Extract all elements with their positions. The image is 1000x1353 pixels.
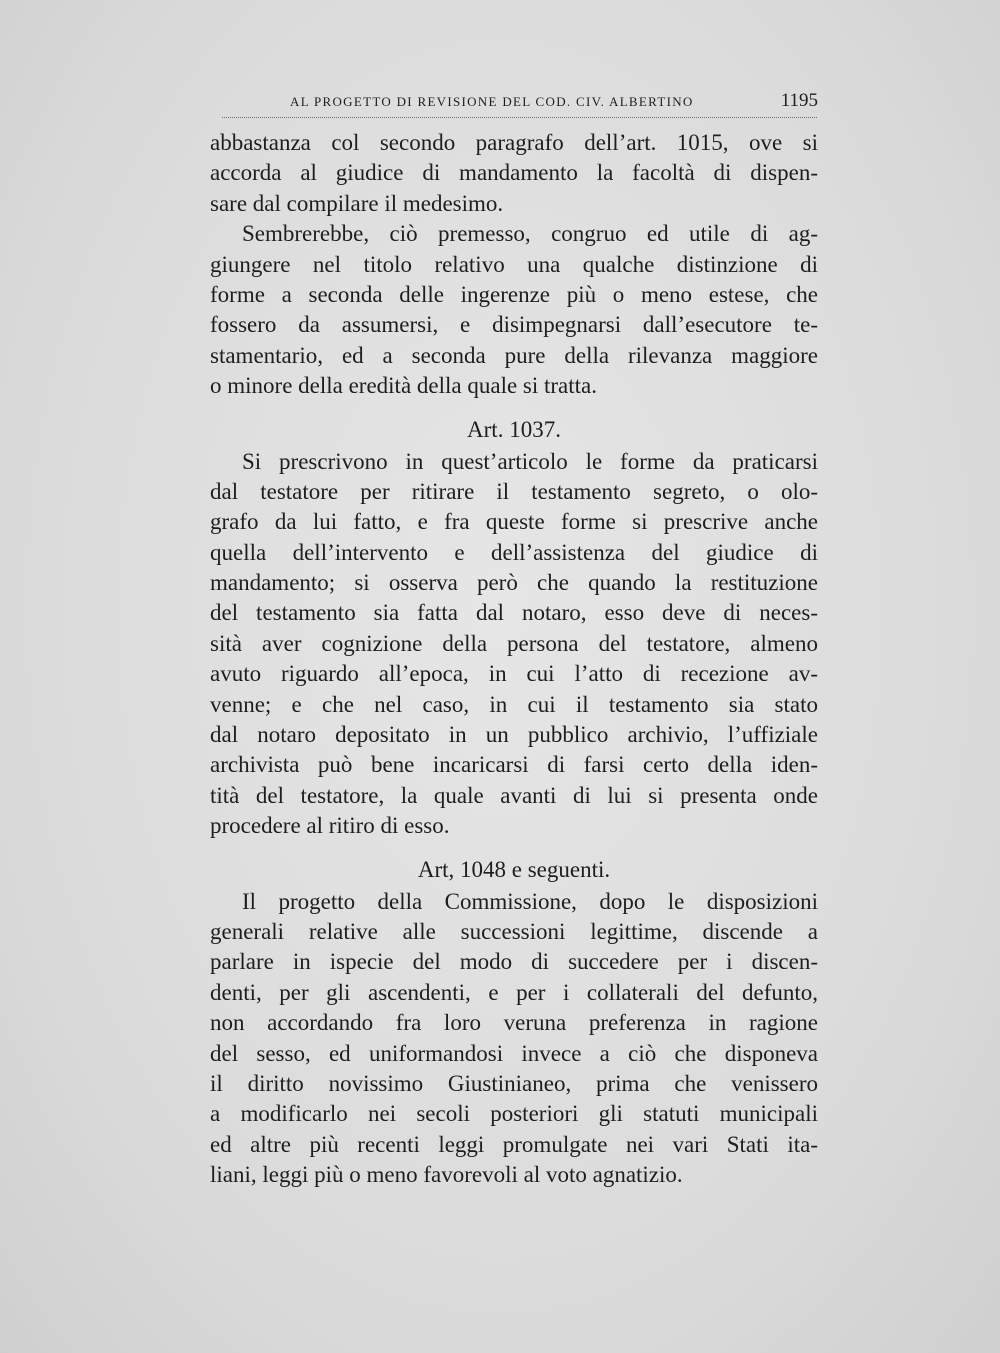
text-line: giungere nel titolo relativo una qualche distinzione di bbox=[210, 251, 818, 277]
paragraph-art-1037 bbox=[210, 447, 818, 842]
text-line: o minore della eredità della quale si tratta. bbox=[210, 373, 598, 399]
text-line: sare dal compilare il medesimo. bbox=[210, 190, 504, 216]
body-text bbox=[210, 128, 818, 1191]
text-line: mandamento; si osserva però che quando la restituzione bbox=[210, 570, 818, 596]
text-line: archivista può bene incaricarsi di farsi certo della iden- bbox=[210, 752, 818, 778]
text-line: denti, per gli ascendenti, e per i collaterali del defunto, bbox=[210, 979, 818, 1005]
header-rule bbox=[222, 117, 817, 118]
text-line: Si prescrivono in quest’articolo le forme da praticarsi bbox=[242, 448, 818, 474]
section-heading-art-1048: Art, 1048 e seguenti. bbox=[417, 856, 611, 882]
text-line: procedere al ritiro di esso. bbox=[210, 813, 450, 839]
page-number: 1195 bbox=[780, 90, 818, 111]
text-line: Il progetto della Commissione, dopo le disposizioni bbox=[242, 888, 818, 914]
paragraph-sembrerebbe bbox=[210, 219, 818, 401]
text-line: avuto riguardo all’epoca, in cui l’atto di recezione av- bbox=[210, 661, 818, 687]
text-line: generali relative alle successioni legittime, discende a bbox=[210, 918, 818, 944]
text-line: stamentario, ed a seconda pure della rilevanza maggiore bbox=[210, 342, 818, 368]
text-line: parlare in ispecie del modo di succedere per i discen- bbox=[210, 949, 818, 975]
paragraph-continuation bbox=[210, 128, 818, 219]
text-line: tità del testatore, la quale avanti di lui si presenta onde bbox=[210, 782, 818, 808]
text-line: del testamento sia fatta dal notaro, esso deve di neces- bbox=[210, 600, 818, 626]
section-heading-art-1037: Art. 1037. bbox=[467, 416, 561, 442]
text-line: dal notaro depositato in un pubblico archivio, l’uffiziale bbox=[210, 722, 818, 748]
text-line: venne; e che nel caso, in cui il testamento sia stato bbox=[210, 691, 818, 717]
text-line: abbastanza col secondo paragrafo dell’art. 1015, ove si bbox=[210, 130, 818, 155]
text-line: ed altre più recenti leggi promulgate nei vari Stati ita- bbox=[210, 1131, 818, 1157]
text-line: sità aver cognizione della persona del testatore, almeno bbox=[210, 630, 818, 656]
text-line: forme a seconda delle ingerenze più o meno estese, che bbox=[210, 281, 818, 307]
text-line: accorda al giudice di mandamento la facoltà di dispen- bbox=[210, 160, 818, 186]
text-line: il diritto novissimo Giustinianeo, prima che venissero bbox=[210, 1070, 818, 1096]
text-line: quella dell’intervento e dell’assistenza del giudice di bbox=[210, 539, 818, 565]
running-head: AL PROGETTO DI REVISIONE DEL COD. CIV. ALBERTINO bbox=[290, 94, 694, 109]
paragraph-art-1048 bbox=[210, 887, 818, 1191]
text-line: non accordando fra loro veruna preferenza in ragione bbox=[210, 1010, 818, 1036]
text-line: Sembrerebbe, ciò premesso, congruo ed utile di ag- bbox=[242, 221, 818, 247]
text-line: a modificarlo nei secoli posteriori gli statuti municipali bbox=[210, 1101, 818, 1127]
text-line: dal testatore per ritirare il testamento segreto, o olo- bbox=[210, 478, 818, 504]
text-line: fossero da assumersi, e disimpegnarsi dall’esecutore te- bbox=[210, 312, 818, 338]
text-line: del sesso, ed uniformandosi invece a ciò che disponeva bbox=[210, 1040, 818, 1066]
page-header bbox=[210, 90, 818, 114]
text-line: liani, leggi più o meno favorevoli al voto agnatizio. bbox=[210, 1162, 683, 1188]
text-line: grafo da lui fatto, e fra queste forme si prescrive anche bbox=[210, 509, 818, 535]
